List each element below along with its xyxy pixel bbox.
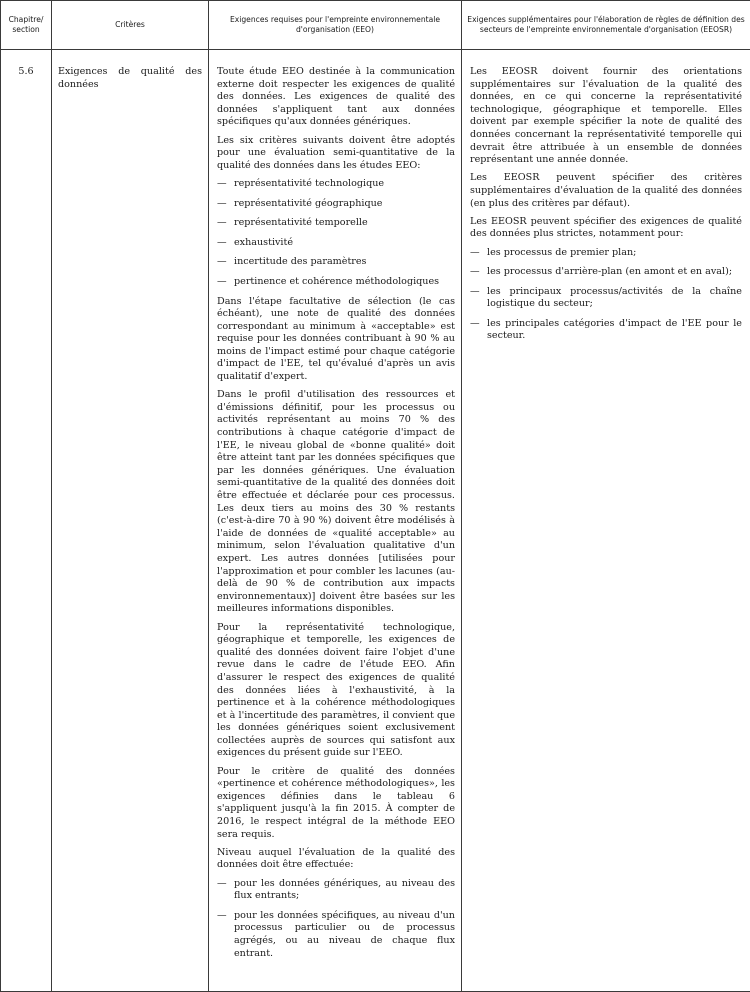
paragraph: Niveau auquel l'évaluation de la qualité des données doit être effectuée:	[217, 847, 455, 872]
list-item-text: les principales catégories d'impact de l'EE pour le secteur.	[487, 318, 742, 343]
eeo-requirements-cell	[209, 50, 462, 992]
list-item	[217, 276, 455, 289]
list-item-text: représentativité temporelle	[234, 217, 455, 230]
criterion-name: Exigences de qualité des données	[52, 50, 209, 992]
paragraph: Dans l'étape facultative de sélection (le cas échéant), une note de qualité des données correspondant au minimum à «acceptable» est requise pour les données contribuant à 90 % au moins de l'impact estimé pour chaque catégorie d'impact de l'EE, tel qu'évalué d'après un avis qualitatif d'expert.	[217, 296, 455, 384]
dash-bullet: —	[470, 318, 487, 343]
header-chapter: Chapitre/ section	[1, 1, 52, 50]
paragraph: Les EEOSR doivent fournir des orientations supplémentaires sur l'évaluation de la qualité des données, en ce qui concerne la représentativité technologique, géographique et temporelle. Elles doivent par exemple spécifier la note de qualité des données concernant la représentativité temporelle qui devrait être attribuée à un ensemble de données représentant une année donnée.	[470, 66, 742, 167]
dash-bullet: —	[217, 878, 234, 903]
list-item	[470, 266, 742, 279]
list-item	[470, 286, 742, 311]
list-item	[217, 217, 455, 230]
header-eeosr: Exigences supplémentaires pour l'élaboration de règles de définition des secteurs de l'empreinte environnementale d'organisation (EEOSR)	[462, 1, 750, 50]
list-item-text: pertinence et cohérence méthodologiques	[234, 276, 455, 289]
dash-bullet: —	[217, 217, 234, 230]
paragraph: Les six critères suivants doivent être adoptés pour une évaluation semi-quantitative de la qualité des données dans les études EEO:	[217, 135, 455, 173]
paragraph: Toute étude EEO destinée à la communication externe doit respecter les exigences de qualité des données. Les exigences de qualité des données s'appliquent tant aux données spécifiques qu'aux données génériques.	[217, 66, 455, 129]
list-item	[217, 878, 455, 903]
dash-bullet: —	[217, 276, 234, 289]
list-item-text: les processus de premier plan;	[487, 247, 742, 260]
dash-bullet: —	[470, 286, 487, 311]
eeosr-requirements-cell	[462, 50, 750, 992]
paragraph: Dans le profil d'utilisation des ressources et d'émissions définitif, pour les processus ou activités représentant au moins 70 % des contributions à chaque catégorie d'impact de l'EE, le niveau global de «bonne qualité» doit être atteint tant par les données spécifiques que par les données génériques. Une évaluation semi-quantitative de la qualité des données doit être effectuée et déclarée pour ces processus. Les deux tiers au moins des 30 % restants (c'est-à-dire 70 à 90 %) doivent être modélisés à l'aide de données de «qualité acceptable» au minimum, selon l'évaluation qualitative d'un expert. Les autres données [utilisées pour l'approximation et pour combler les lacunes (au-delà de 90 % de contribution aux impacts environnementaux)] doivent être basées sur les meilleures informations disponibles.	[217, 389, 455, 616]
list-item-text: représentativité géographique	[234, 198, 455, 211]
list-item-text: les processus d'arrière-plan (en amont et en aval);	[487, 266, 742, 279]
dash-bullet: —	[470, 247, 487, 260]
header-eeo: Exigences requises pour l'empreinte environnementale d'organisation (EEO)	[209, 1, 462, 50]
list-item	[217, 237, 455, 250]
dash-bullet: —	[470, 266, 487, 279]
dash-bullet: —	[217, 237, 234, 250]
list-item-text: exhaustivité	[234, 237, 455, 250]
dash-bullet: —	[217, 178, 234, 191]
paragraph: Pour la représentativité technologique, géographique et temporelle, les exigences de qualité des données doivent faire l'objet d'une revue dans le cadre de l'étude EEO. Afin d'assurer le respect des exigences de qualité des données liées à l'exhaustivité, à la pertinence et à la cohérence méthodologiques et à l'incertitude des paramètres, il convient que les données génériques soient exclusivement collectées auprès de sources qui satisfont aux exigences du présent guide sur l'EEO.	[217, 622, 455, 761]
header-criteria: Critères	[52, 1, 209, 50]
list-item-text: incertitude des paramètres	[234, 256, 455, 269]
dash-bullet: —	[217, 198, 234, 211]
paragraph: Les EEOSR peuvent spécifier des critères supplémentaires d'évaluation de la qualité des données (en plus des critères par défaut).	[470, 172, 742, 210]
list-item-text: pour les données génériques, au niveau des flux entrants;	[234, 878, 455, 903]
list-item-text: pour les données spécifiques, au niveau d'un processus particulier ou de processus agrégés, ou au niveau de chaque flux entrant.	[234, 910, 455, 960]
list-item	[217, 198, 455, 211]
table-row	[1, 50, 750, 992]
dash-bullet: —	[217, 910, 234, 960]
list-item	[217, 256, 455, 269]
list-item	[470, 318, 742, 343]
list-item	[217, 910, 455, 960]
paragraph: Pour le critère de qualité des données «pertinence et cohérence méthodologiques», les exigences définies dans le tableau 6 s'appliquent jusqu'à la fin 2015. À compter de 2016, le respect intégral de la méthode EEO sera requis.	[217, 766, 455, 842]
list-item	[470, 247, 742, 260]
list-item-text: représentativité technologique	[234, 178, 455, 191]
section-number: 5.6	[1, 50, 52, 992]
list-item	[217, 178, 455, 191]
paragraph: Les EEOSR peuvent spécifier des exigences de qualité des données plus strictes, notamment pour:	[470, 216, 742, 241]
header-row	[1, 1, 750, 50]
list-item-text: les principaux processus/activités de la chaîne logistique du secteur;	[487, 286, 742, 311]
dash-bullet: —	[217, 256, 234, 269]
